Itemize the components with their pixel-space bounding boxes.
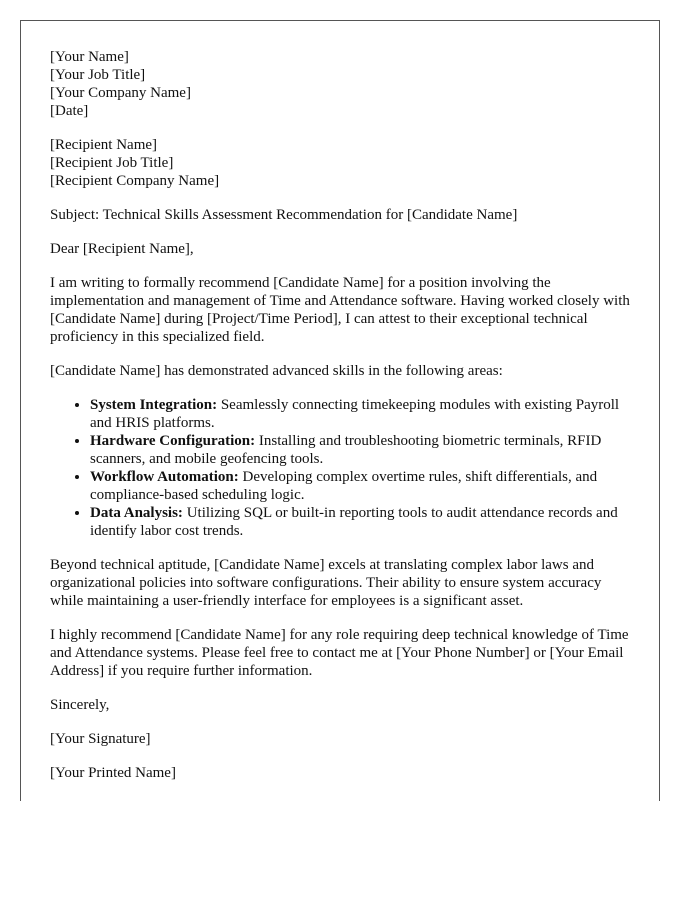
- sender-company: [Your Company Name]: [50, 85, 191, 101]
- recipient-name: [Recipient Name]: [50, 137, 158, 153]
- list-item: [90, 396, 638, 432]
- sender-job-title: [Your Job Title]: [50, 67, 146, 83]
- aptitude-paragraph: Beyond technical aptitude, [Candidate Name] excels at translating complex labor laws and organizational policies into software configurations. Their ability to ensure system accuracy while maintaining a user-friendly interface for employees is a significant asset.: [50, 557, 602, 609]
- skill-description: Seamlessly connecting timekeeping modules with existing Payroll and HRIS platforms.: [90, 397, 620, 431]
- letter-page: [20, 20, 660, 801]
- subject-line: Subject: Technical Skills Assessment Recommendation for [Candidate Name]: [50, 207, 518, 223]
- list-item: [90, 468, 638, 504]
- skill-description: Developing complex overtime rules, shift differentials, and compliance-based scheduling logic.: [90, 469, 598, 503]
- recipient-job-title: [Recipient Job Title]: [50, 155, 174, 171]
- recipient-company: [Recipient Company Name]: [50, 173, 220, 189]
- skill-title: Data Analysis:: [90, 505, 183, 521]
- signature: [Your Signature]: [50, 731, 151, 747]
- skill-title: Workflow Automation:: [90, 469, 239, 485]
- sender-block: [50, 48, 638, 120]
- letter-body: [50, 48, 638, 798]
- recommendation-paragraph: I highly recommend [Candidate Name] for any role requiring deep technical knowledge of Time and Attendance systems. Please feel free to contact me at [Your Phone Number] or [Your Email Address] if you require further information.: [50, 627, 629, 679]
- closing: Sincerely,: [50, 697, 110, 713]
- sender-name: [Your Name]: [50, 49, 129, 65]
- intro-paragraph: I am writing to formally recommend [Candidate Name] for a position involving the implementation and management of Time and Attendance software. Having worked closely with [Candidate Name] during [Project/Time Period], I can attest to their exceptional technical proficiency in this specialized field.: [50, 275, 630, 345]
- skills-intro: [Candidate Name] has demonstrated advanced skills in the following areas:: [50, 363, 503, 379]
- printed-name: [Your Printed Name]: [50, 765, 176, 781]
- skills-list: [50, 396, 638, 540]
- skill-title: System Integration:: [90, 397, 218, 413]
- skill-title: Hardware Configuration:: [90, 433, 256, 449]
- skill-description: Installing and troubleshooting biometric terminals, RFID scanners, and mobile geofencing tools.: [90, 433, 602, 467]
- recipient-block: [50, 136, 638, 190]
- list-item: [90, 504, 638, 540]
- salutation: Dear [Recipient Name],: [50, 241, 194, 257]
- skill-description: Utilizing SQL or built-in reporting tools to audit attendance records and identify labor cost trends.: [90, 505, 618, 539]
- list-item: [90, 432, 638, 468]
- letter-date: [Date]: [50, 103, 89, 119]
